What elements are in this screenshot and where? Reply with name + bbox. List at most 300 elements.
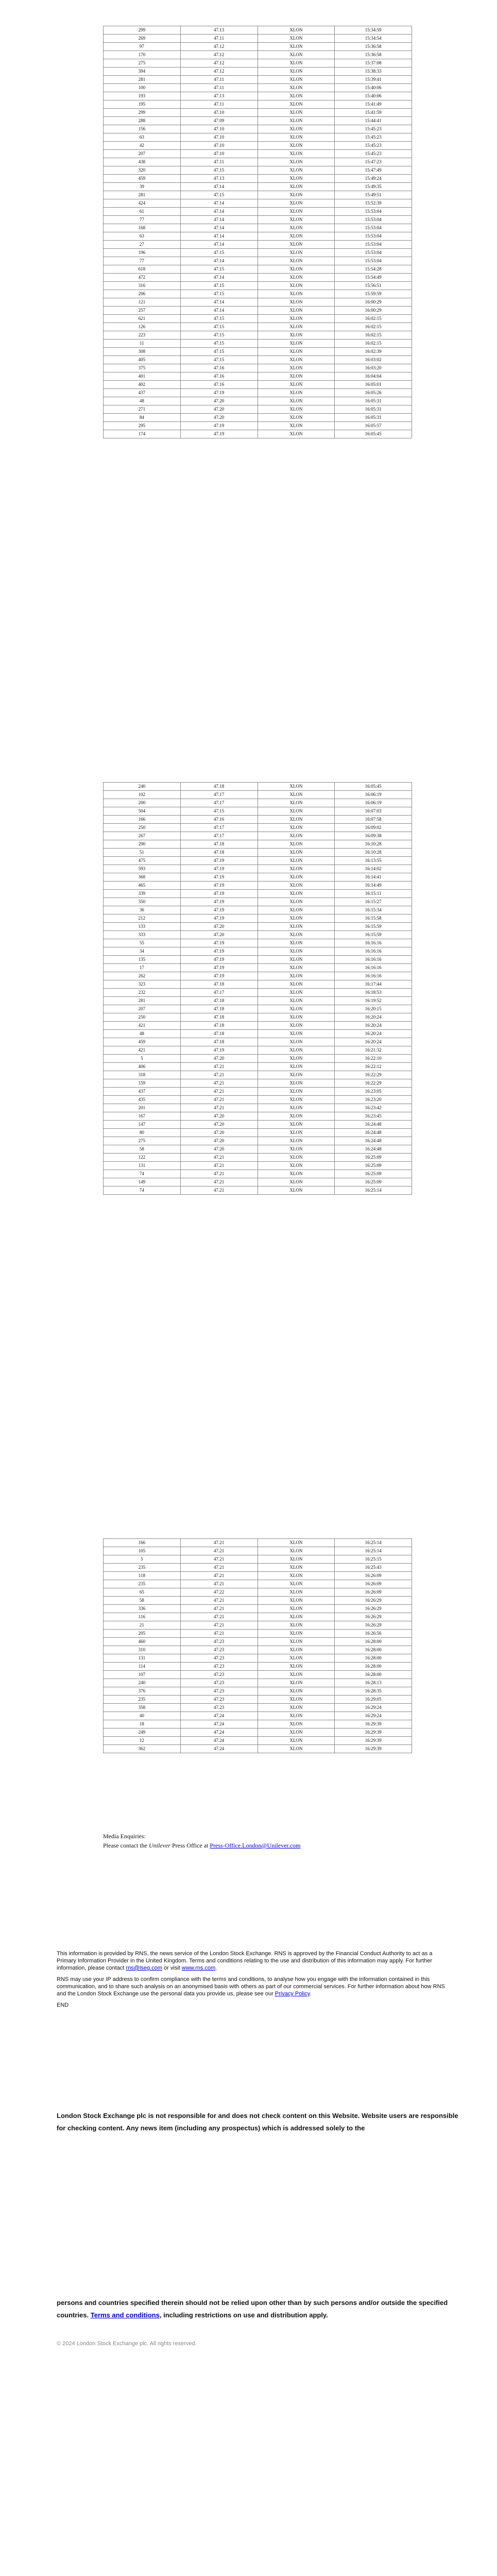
volume-cell: 621: [104, 315, 181, 323]
price-cell: 47.12: [180, 67, 258, 76]
time-cell: 16:14:02: [335, 865, 412, 873]
table-row: [104, 43, 412, 51]
venue-cell: XLON: [258, 783, 335, 791]
venue-cell: XLON: [258, 1580, 335, 1588]
price-cell: 47.21: [180, 1178, 258, 1187]
price-cell: 47.21: [180, 1630, 258, 1638]
price-cell: 47.21: [180, 1547, 258, 1555]
volume-cell: 21: [104, 1621, 181, 1630]
table-row: [104, 1638, 412, 1646]
venue-cell: XLON: [258, 1572, 335, 1580]
venue-cell: XLON: [258, 1079, 335, 1088]
table-row: [104, 76, 412, 84]
table-row: [104, 1079, 412, 1088]
time-cell: 16:26:29: [335, 1621, 412, 1630]
table-row: [104, 364, 412, 372]
table-row: [104, 191, 412, 199]
venue-cell: XLON: [258, 1605, 335, 1613]
venue-cell: XLON: [258, 1162, 335, 1170]
volume-cell: 193: [104, 92, 181, 100]
price-cell: 47.10: [180, 150, 258, 158]
venue-cell: XLON: [258, 1654, 335, 1663]
volume-cell: 77: [104, 257, 181, 265]
volume-cell: 460: [104, 1638, 181, 1646]
price-cell: 47.11: [180, 158, 258, 166]
volume-cell: 240: [104, 1679, 181, 1687]
price-cell: 47.14: [180, 183, 258, 191]
table-row: [104, 150, 412, 158]
time-cell: 16:03:20: [335, 364, 412, 372]
price-cell: 47.13: [180, 175, 258, 183]
venue-cell: XLON: [258, 125, 335, 133]
venue-cell: XLON: [258, 150, 335, 158]
price-cell: 47.21: [180, 1096, 258, 1104]
venue-cell: XLON: [258, 282, 335, 290]
contact-mid: Press Office at: [170, 1842, 210, 1849]
venue-cell: XLON: [258, 414, 335, 422]
table-row: [104, 51, 412, 59]
price-cell: 47.13: [180, 92, 258, 100]
time-cell: 16:05:45: [335, 783, 412, 791]
table-row: [104, 849, 412, 857]
table-row: [104, 873, 412, 882]
table-row: [104, 224, 412, 232]
time-cell: 16:26:09: [335, 1580, 412, 1588]
disclaimer-text: , including restrictions on use and distribution apply.: [159, 2311, 328, 2319]
volume-cell: 131: [104, 1654, 181, 1663]
volume-cell: 437: [104, 389, 181, 397]
venue-cell: XLON: [258, 389, 335, 397]
venue-cell: XLON: [258, 216, 335, 224]
time-cell: 16:19:52: [335, 997, 412, 1005]
venue-cell: XLON: [258, 1737, 335, 1745]
lse-disclaimer-part-2: [57, 2297, 458, 2321]
time-cell: 16:05:26: [335, 389, 412, 397]
time-cell: 16:14:41: [335, 873, 412, 882]
volume-cell: 80: [104, 1129, 181, 1137]
venue-cell: XLON: [258, 142, 335, 150]
time-cell: 15:49:51: [335, 191, 412, 199]
volume-cell: 465: [104, 882, 181, 890]
venue-cell: XLON: [258, 1621, 335, 1630]
volume-cell: 116: [104, 1613, 181, 1621]
time-cell: 16:15:59: [335, 923, 412, 931]
volume-cell: 159: [104, 1079, 181, 1088]
table-row: [104, 824, 412, 832]
venue-cell: XLON: [258, 109, 335, 117]
venue-cell: XLON: [258, 67, 335, 76]
venue-cell: XLON: [258, 117, 335, 125]
press-office-email-link[interactable]: Press-Office.London@Unilever.com: [210, 1842, 301, 1849]
volume-cell: 339: [104, 890, 181, 898]
price-cell: 47.19: [180, 422, 258, 430]
volume-cell: 375: [104, 364, 181, 372]
time-cell: 16:00:29: [335, 298, 412, 307]
rns-text: or visit: [162, 1965, 182, 1971]
price-cell: 47.09: [180, 117, 258, 125]
venue-cell: XLON: [258, 1063, 335, 1071]
price-cell: 47.19: [180, 873, 258, 882]
price-cell: 47.15: [180, 249, 258, 257]
time-cell: 16:00:29: [335, 307, 412, 315]
volume-cell: 240: [104, 783, 181, 791]
table-row: [104, 232, 412, 241]
rns-website-link[interactable]: www.rns.com: [181, 1965, 216, 1971]
venue-cell: XLON: [258, 307, 335, 315]
venue-cell: XLON: [258, 816, 335, 824]
venue-cell: XLON: [258, 824, 335, 832]
venue-cell: XLON: [258, 1154, 335, 1162]
table-row: [104, 282, 412, 290]
table-row: [104, 997, 412, 1005]
price-cell: 47.18: [180, 980, 258, 989]
time-cell: 16:25:09: [335, 1170, 412, 1178]
price-cell: 47.21: [180, 1597, 258, 1605]
table-row: [104, 989, 412, 997]
price-cell: 47.21: [180, 1154, 258, 1162]
price-cell: 47.23: [180, 1696, 258, 1704]
price-cell: 47.11: [180, 76, 258, 84]
price-cell: 47.15: [180, 265, 258, 274]
time-cell: 16:24:48: [335, 1121, 412, 1129]
venue-cell: XLON: [258, 865, 335, 873]
volume-cell: 195: [104, 100, 181, 109]
price-cell: 47.19: [180, 389, 258, 397]
time-cell: 16:02:15: [335, 331, 412, 340]
venue-cell: XLON: [258, 1588, 335, 1597]
volume-cell: 421: [104, 1046, 181, 1055]
venue-cell: XLON: [258, 1712, 335, 1720]
time-cell: 16:15:59: [335, 931, 412, 939]
table-row: [104, 331, 412, 340]
venue-cell: XLON: [258, 906, 335, 914]
venue-cell: XLON: [258, 1687, 335, 1696]
price-cell: 47.20: [180, 931, 258, 939]
table-row: [104, 1654, 412, 1663]
terms-and-conditions-link[interactable]: Terms and conditions: [90, 2311, 160, 2319]
time-cell: 16:26:29: [335, 1613, 412, 1621]
price-cell: 47.21: [180, 1539, 258, 1547]
price-cell: 47.21: [180, 1613, 258, 1621]
table-row: [104, 865, 412, 873]
table-row: [104, 397, 412, 405]
price-cell: 47.20: [180, 405, 258, 414]
price-cell: 47.17: [180, 799, 258, 807]
volume-cell: 12: [104, 1737, 181, 1745]
venue-cell: XLON: [258, 364, 335, 372]
table-row: [104, 199, 412, 208]
price-cell: 47.20: [180, 1112, 258, 1121]
privacy-policy-link[interactable]: Privacy Policy: [275, 1991, 310, 1997]
time-cell: 16:23:05: [335, 1088, 412, 1096]
table-row: [104, 1170, 412, 1178]
table-row: [104, 1580, 412, 1588]
price-cell: 47.23: [180, 1663, 258, 1671]
volume-cell: 63: [104, 232, 181, 241]
time-cell: 16:28:35: [335, 1687, 412, 1696]
price-cell: 47.15: [180, 191, 258, 199]
table-row: [104, 906, 412, 914]
price-cell: 47.19: [180, 939, 258, 947]
volume-cell: 114: [104, 1663, 181, 1671]
time-cell: 16:07:03: [335, 807, 412, 816]
media-contact-line: [103, 1841, 433, 1850]
venue-cell: XLON: [258, 1539, 335, 1547]
volume-cell: 167: [104, 1112, 181, 1121]
table-row: [104, 1055, 412, 1063]
table-row: [104, 1022, 412, 1030]
time-cell: 16:20:24: [335, 1022, 412, 1030]
time-cell: 15:53:04: [335, 232, 412, 241]
volume-cell: 250: [104, 824, 181, 832]
venue-cell: XLON: [258, 857, 335, 865]
time-cell: 16:25:43: [335, 1564, 412, 1572]
venue-cell: XLON: [258, 372, 335, 381]
time-cell: 16:17:44: [335, 980, 412, 989]
price-cell: 47.20: [180, 923, 258, 931]
volume-cell: 36: [104, 906, 181, 914]
disclaimer-text: persons and countries specified therein should not be relied upon other than by such persons and/or outside the specified countries.: [57, 2299, 448, 2319]
trades-table-3: [103, 1538, 412, 1753]
table-row: [104, 422, 412, 430]
price-cell: 47.11: [180, 100, 258, 109]
venue-cell: XLON: [258, 1720, 335, 1728]
table-row: [104, 1687, 412, 1696]
table-row: [104, 100, 412, 109]
time-cell: 16:24:48: [335, 1145, 412, 1154]
price-cell: 47.15: [180, 323, 258, 331]
volume-cell: 281: [104, 997, 181, 1005]
table-row: [104, 1539, 412, 1547]
volume-cell: 48: [104, 397, 181, 405]
volume-cell: 318: [104, 1071, 181, 1079]
time-cell: 16:22:12: [335, 1063, 412, 1071]
table-row: [104, 923, 412, 931]
venue-cell: XLON: [258, 84, 335, 92]
volume-cell: 207: [104, 150, 181, 158]
price-cell: 47.15: [180, 348, 258, 356]
venue-cell: XLON: [258, 997, 335, 1005]
price-cell: 47.24: [180, 1728, 258, 1737]
venue-cell: XLON: [258, 1038, 335, 1046]
price-cell: 47.21: [180, 1162, 258, 1170]
price-cell: 47.15: [180, 356, 258, 364]
price-cell: 47.18: [180, 1005, 258, 1013]
volume-cell: 405: [104, 356, 181, 364]
time-cell: 16:29:05: [335, 1696, 412, 1704]
volume-cell: 275: [104, 1137, 181, 1145]
table-row: [104, 816, 412, 824]
table-row: [104, 208, 412, 216]
price-cell: 47.14: [180, 274, 258, 282]
table-row: [104, 791, 412, 799]
table-row: [104, 35, 412, 43]
venue-cell: XLON: [258, 1046, 335, 1055]
volume-cell: 618: [104, 265, 181, 274]
price-cell: 47.19: [180, 947, 258, 956]
price-cell: 47.21: [180, 1079, 258, 1088]
table-row: [104, 956, 412, 964]
venue-cell: XLON: [258, 1137, 335, 1145]
rns-email-link[interactable]: rns@lseg.com: [126, 1965, 162, 1971]
venue-cell: XLON: [258, 1663, 335, 1671]
venue-cell: XLON: [258, 26, 335, 35]
price-cell: 47.16: [180, 381, 258, 389]
volume-cell: 77: [104, 216, 181, 224]
table-row: [104, 898, 412, 906]
time-cell: 16:15:34: [335, 906, 412, 914]
time-cell: 16:02:39: [335, 348, 412, 356]
table-row: [104, 1104, 412, 1112]
volume-cell: 166: [104, 816, 181, 824]
table-row: [104, 939, 412, 947]
table-row: [104, 1030, 412, 1038]
venue-cell: XLON: [258, 849, 335, 857]
time-cell: 15:47:49: [335, 166, 412, 175]
price-cell: 47.21: [180, 1605, 258, 1613]
time-cell: 16:29:39: [335, 1737, 412, 1745]
time-cell: 15:36:58: [335, 43, 412, 51]
venue-cell: XLON: [258, 956, 335, 964]
volume-cell: 299: [104, 109, 181, 117]
table-row: [104, 1187, 412, 1195]
volume-cell: 196: [104, 249, 181, 257]
time-cell: 16:26:56: [335, 1630, 412, 1638]
volume-cell: 333: [104, 931, 181, 939]
venue-cell: XLON: [258, 1704, 335, 1712]
time-cell: 15:59:59: [335, 290, 412, 298]
table-row: [104, 1088, 412, 1096]
time-cell: 16:29:39: [335, 1720, 412, 1728]
volume-cell: 34: [104, 947, 181, 956]
table-row: [104, 175, 412, 183]
volume-cell: 122: [104, 1154, 181, 1162]
volume-cell: 58: [104, 1597, 181, 1605]
price-cell: 47.19: [180, 865, 258, 873]
venue-cell: XLON: [258, 1178, 335, 1187]
venue-cell: XLON: [258, 1055, 335, 1063]
time-cell: 15:34:54: [335, 35, 412, 43]
time-cell: 16:15:27: [335, 898, 412, 906]
price-cell: 47.21: [180, 1572, 258, 1580]
media-enquiries: [103, 1832, 433, 1850]
venue-cell: XLON: [258, 100, 335, 109]
volume-cell: 271: [104, 405, 181, 414]
venue-cell: XLON: [258, 1547, 335, 1555]
time-cell: 15:34:59: [335, 26, 412, 35]
venue-cell: XLON: [258, 1630, 335, 1638]
table-row: [104, 241, 412, 249]
venue-cell: XLON: [258, 331, 335, 340]
venue-cell: XLON: [258, 931, 335, 939]
volume-cell: 97: [104, 43, 181, 51]
venue-cell: XLON: [258, 397, 335, 405]
venue-cell: XLON: [258, 208, 335, 216]
trades-table-2: [103, 782, 412, 1195]
table-row: [104, 931, 412, 939]
venue-cell: XLON: [258, 972, 335, 980]
time-cell: 15:45:23: [335, 125, 412, 133]
table-row: [104, 1745, 412, 1753]
volume-cell: 323: [104, 980, 181, 989]
price-cell: 47.18: [180, 849, 258, 857]
time-cell: 16:20:24: [335, 1013, 412, 1022]
table-row: [104, 1154, 412, 1162]
table-row: [104, 1162, 412, 1170]
table-row: [104, 1063, 412, 1071]
volume-cell: 107: [104, 1671, 181, 1679]
price-cell: 47.21: [180, 1555, 258, 1564]
table-row: [104, 1071, 412, 1079]
time-cell: 16:25:09: [335, 1178, 412, 1187]
volume-cell: 350: [104, 898, 181, 906]
table-row: [104, 1720, 412, 1728]
table-row: [104, 1145, 412, 1154]
volume-cell: 100: [104, 84, 181, 92]
price-cell: 47.16: [180, 372, 258, 381]
venue-cell: XLON: [258, 76, 335, 84]
price-cell: 47.14: [180, 257, 258, 265]
venue-cell: XLON: [258, 1613, 335, 1621]
venue-cell: XLON: [258, 898, 335, 906]
volume-cell: 126: [104, 323, 181, 331]
time-cell: 15:37:08: [335, 59, 412, 67]
venue-cell: XLON: [258, 923, 335, 931]
time-cell: 16:20:24: [335, 1030, 412, 1038]
table-row: [104, 356, 412, 364]
venue-cell: XLON: [258, 51, 335, 59]
table-row: [104, 67, 412, 76]
time-cell: 16:16:16: [335, 947, 412, 956]
price-cell: 47.21: [180, 1063, 258, 1071]
table-row: [104, 166, 412, 175]
venue-cell: XLON: [258, 947, 335, 956]
price-cell: 47.15: [180, 282, 258, 290]
end-marker: END: [57, 2002, 69, 2008]
table-row: [104, 1178, 412, 1187]
price-cell: 47.15: [180, 807, 258, 816]
price-cell: 47.23: [180, 1679, 258, 1687]
table-row: [104, 59, 412, 67]
table-row: [104, 980, 412, 989]
time-cell: 16:05:31: [335, 405, 412, 414]
venue-cell: XLON: [258, 323, 335, 331]
time-cell: 16:09:38: [335, 832, 412, 840]
table-row: [104, 348, 412, 356]
volume-cell: 170: [104, 51, 181, 59]
time-cell: 16:29:24: [335, 1712, 412, 1720]
venue-cell: XLON: [258, 939, 335, 947]
table-row: [104, 1129, 412, 1137]
volume-cell: 406: [104, 1063, 181, 1071]
time-cell: 16:07:58: [335, 816, 412, 824]
volume-cell: 402: [104, 381, 181, 389]
price-cell: 47.10: [180, 109, 258, 117]
table-row: [104, 372, 412, 381]
table-row: [104, 1663, 412, 1671]
price-cell: 47.23: [180, 1646, 258, 1654]
venue-cell: XLON: [258, 265, 335, 274]
time-cell: 16:10:28: [335, 840, 412, 849]
volume-cell: 84: [104, 414, 181, 422]
time-cell: 15:49:35: [335, 183, 412, 191]
price-cell: 47.14: [180, 298, 258, 307]
time-cell: 16:28:00: [335, 1671, 412, 1679]
volume-cell: 475: [104, 857, 181, 865]
volume-cell: 65: [104, 1588, 181, 1597]
price-cell: 47.14: [180, 224, 258, 232]
venue-cell: XLON: [258, 1187, 335, 1195]
